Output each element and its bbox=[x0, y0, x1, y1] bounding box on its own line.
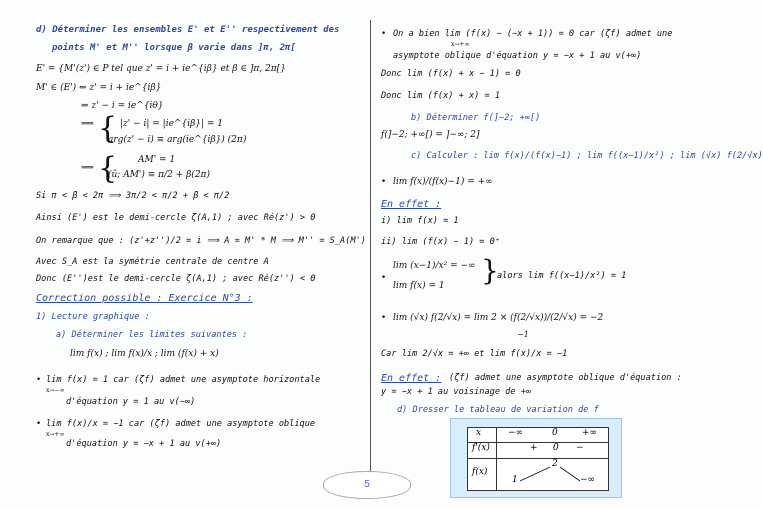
f-val-1: 1 bbox=[512, 475, 518, 485]
avec-line: Avec S_A est la symétrie centrale de centre A bbox=[36, 257, 269, 267]
lecture-heading: 1) Lecture graphique : bbox=[36, 312, 150, 322]
en-effet-2-rest: (ζf) admet une asymptote oblique d'équation : bbox=[449, 373, 682, 383]
donc-1: Donc lim (f(x) + x − 1) = 0 bbox=[381, 69, 521, 79]
sqrt-line: lim (√x) f(2/√x) = lim 2 × (f(2/√x))/(2/√x) = −2 bbox=[393, 313, 604, 323]
lim-1-bullet: • bbox=[36, 375, 42, 385]
limits-line: lim f(x) ; lim f(x)/x ; lim (f(x) + x) bbox=[70, 349, 219, 359]
lim-2: lim f(x)/x = −1 car (ζf) admet une asymptote oblique bbox=[46, 419, 316, 429]
x-val-1: −∞ bbox=[508, 428, 524, 438]
alors-b: lim f(x) = 1 bbox=[393, 281, 445, 291]
c-title: c) Calculer : lim f(x)/(f(x)−1) ; lim f((x−1)/x²) ; lim (√x) f(2/√x) bbox=[411, 151, 763, 161]
x-val-2: 0 bbox=[552, 428, 558, 438]
brace-2: { bbox=[98, 151, 118, 186]
arrow-up bbox=[520, 467, 550, 481]
c1-line: lim f(x)/(f(x)−1) = +∞ bbox=[393, 177, 493, 187]
table-row-f bbox=[468, 459, 608, 489]
a-title: a) Déterminer les limites suivantes : bbox=[56, 330, 248, 340]
onabien-bullet: • bbox=[381, 29, 387, 39]
implies-arrow: ⟹ bbox=[81, 119, 94, 129]
x-label: x bbox=[476, 428, 482, 438]
variation-arrows bbox=[468, 459, 608, 489]
lim-1-sub: x→−∞ bbox=[46, 387, 65, 394]
sqrt-bullet: • bbox=[381, 313, 387, 323]
lim-2-sub: x→+∞ bbox=[46, 431, 65, 438]
brace-1: { bbox=[98, 111, 118, 146]
variation-table bbox=[450, 418, 622, 498]
f-val-3: −∞ bbox=[580, 475, 596, 485]
column-divider bbox=[370, 20, 371, 490]
step-3a: |z' − i| = |ie^{iβ}| = 1 bbox=[120, 119, 224, 129]
d-title-right: d) Dresser le tableau de variation de f bbox=[397, 405, 599, 415]
si-line: Si π < β < 2π ⟹ 3π/2 < π/2 + β < π/2 bbox=[36, 191, 230, 201]
lim-1-b: d'équation y = 1 au v(−∞) bbox=[66, 397, 196, 407]
alors-bullet: • bbox=[381, 273, 387, 283]
f-val-2: 2 bbox=[552, 459, 558, 469]
e-definition: E' = {M'(z') ∈ P tel que z' = i + ie^{iβ} et β ∈ ]π, 2π[} bbox=[36, 64, 286, 74]
lim-1: lim f(x) = 1 car (ζf) admet une asymptote horizontale bbox=[46, 375, 321, 385]
page-number: 5 bbox=[323, 471, 411, 499]
brace-right: } bbox=[481, 254, 499, 287]
fp-val-3: − bbox=[576, 443, 584, 453]
b-answer: f(]−2; +∞[) = ]−∞; 2] bbox=[381, 130, 480, 140]
step-4b: (û; AM') ≡ π/2 + β(2π) bbox=[108, 170, 210, 180]
arrow-down bbox=[560, 467, 580, 481]
alors-a: lim (x−1)/x² = −∞ bbox=[393, 261, 476, 271]
table-row-fp bbox=[468, 443, 608, 459]
remarque-line: On remarque que : (z'+z'')/2 = i ⟹ A = M' * M ⟹ M'' = S_A(M') bbox=[36, 236, 366, 246]
c1-bullet: • bbox=[381, 177, 387, 187]
onabien-sub: x→+∞ bbox=[451, 41, 470, 48]
step-1: M' ∈ (E') ⇔ z' = i + ie^{iβ} bbox=[36, 83, 162, 93]
correction-heading: Correction possible : Exercice N°3 : bbox=[36, 293, 253, 304]
f-label: f(x) bbox=[472, 467, 488, 477]
fp-val-2: 0 bbox=[553, 443, 559, 453]
car-line: Car lim 2/√x = +∞ et lim f(x)/x = −1 bbox=[381, 349, 568, 359]
table-row-x bbox=[468, 428, 608, 443]
step-4a: AM' = 1 bbox=[138, 155, 176, 165]
donc-2: Donc lim (f(x) + x) = 1 bbox=[381, 91, 500, 101]
asym-line: asymptote oblique d'équation y = −x + 1 au v(+∞) bbox=[393, 51, 642, 61]
onabien-line: On a bien lim (f(x) − (−x + 1)) = 0 car (ζf) admet une bbox=[393, 29, 673, 39]
fp-val-1: + bbox=[530, 443, 538, 453]
lim-2-bullet: • bbox=[36, 419, 42, 429]
table-col-divider bbox=[496, 428, 497, 490]
d-title-2: points M' et M'' lorsque β varie dans ]π, 2π[ bbox=[52, 43, 296, 53]
i-line: i) lim f(x) = 1 bbox=[381, 216, 459, 226]
step-3b: arg(z' − i) ≡ arg(ie^{iβ}) (2π) bbox=[108, 135, 247, 145]
en-effet-2: En effet : bbox=[381, 373, 442, 384]
ainsi-line: Ainsi (E') est le demi-cercle ζ(A,1) ; avec Ré(z') > 0 bbox=[36, 213, 316, 223]
variation-table-grid bbox=[467, 427, 609, 491]
donc-line: Donc (E'')est le demi-cercle ζ(A,1) ; avec Ré(z'') < 0 bbox=[36, 274, 316, 284]
ii-line: ii) lim (f(x) − 1) = 0⁺ bbox=[381, 237, 500, 247]
fp-label: f'(x) bbox=[472, 443, 490, 453]
y-line: y = −x + 1 au voisinage de +∞ bbox=[381, 387, 532, 397]
implies-arrow-2: ⟹ bbox=[81, 163, 94, 173]
sqrt-den: −1 bbox=[517, 330, 529, 339]
step-2: ⇔ z' − i = ie^{iθ} bbox=[81, 101, 164, 111]
b-title: b) Déterminer f(]−2; +∞[) bbox=[411, 113, 541, 123]
d-title: d) Déterminer les ensembles E' et E'' respectivement des bbox=[36, 25, 340, 35]
en-effet-1: En effet : bbox=[381, 199, 442, 210]
alors-line: alors lim f((x−1)/x²) = 1 bbox=[497, 271, 627, 281]
lim-2-b: d'équation y = −x + 1 au v(+∞) bbox=[66, 439, 222, 449]
x-val-3: +∞ bbox=[582, 428, 598, 438]
